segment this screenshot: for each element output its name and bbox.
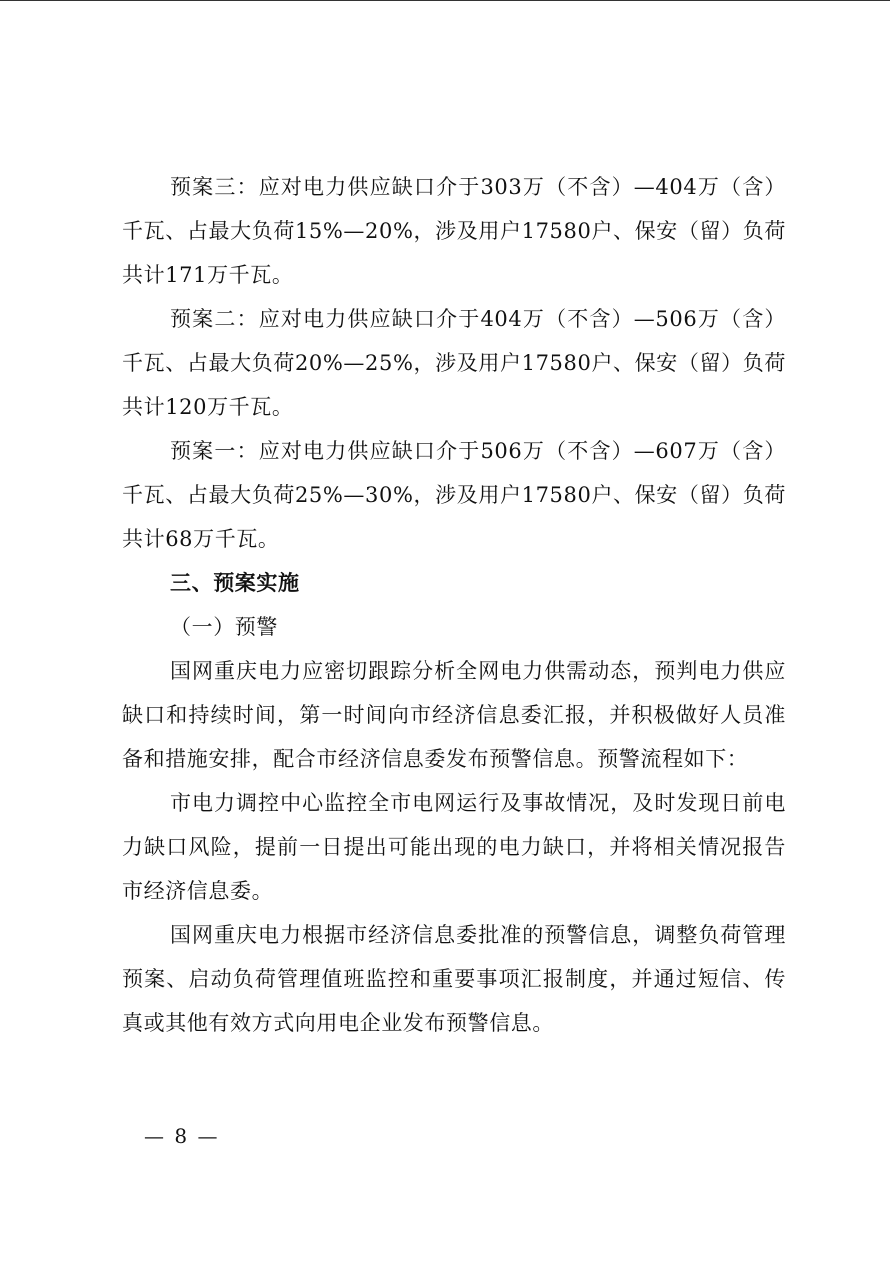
paragraph-warning-release: 国网重庆电力根据市经济信息委批准的预警信息，调整负荷管理预案、启动负荷管理值班监控和重要事项汇报制度，并通过短信、传真或其他有效方式向用电企业发布预警信息。 [122,923,786,1035]
paragraph-plan-one: 预案一：应对电力供应缺口介于506万（不含）—607万（含）千瓦、占最大负荷25%—30%，涉及用户17580户、保安（留）负荷共计68万千瓦。 [122,439,786,551]
paragraph-plan-two: 预案二：应对电力供应缺口介于404万（不含）—506万（含）千瓦、占最大负荷20%—25%，涉及用户17580户、保安（留）负荷共计120万千瓦。 [122,307,786,419]
subsection-heading-warning: （一）预警 [170,615,278,639]
document-body [122,165,786,1045]
paragraph-warning-dispatch: 市电力调控中心监控全市电网运行及事故情况，及时发现日前电力缺口风险，提前一日提出可能出现的电力缺口，并将相关情况报告市经济信息委。 [122,791,786,903]
paragraph-warning-overview: 国网重庆电力应密切跟踪分析全网电力供需动态，预判电力供应缺口和持续时间，第一时间向市经济信息委汇报，并积极做好人员准备和措施安排，配合市经济信息委发布预警信息。预警流程如下： [122,659,786,771]
page-number: — 8 — [144,1124,220,1148]
paragraph-plan-three: 预案三：应对电力供应缺口介于303万（不含）—404万（含）千瓦、占最大负荷15%—20%，涉及用户17580户、保安（留）负荷共计171万千瓦。 [122,175,786,287]
section-heading-implementation: 三、预案实施 [170,571,300,595]
page-top-border [0,0,890,1]
